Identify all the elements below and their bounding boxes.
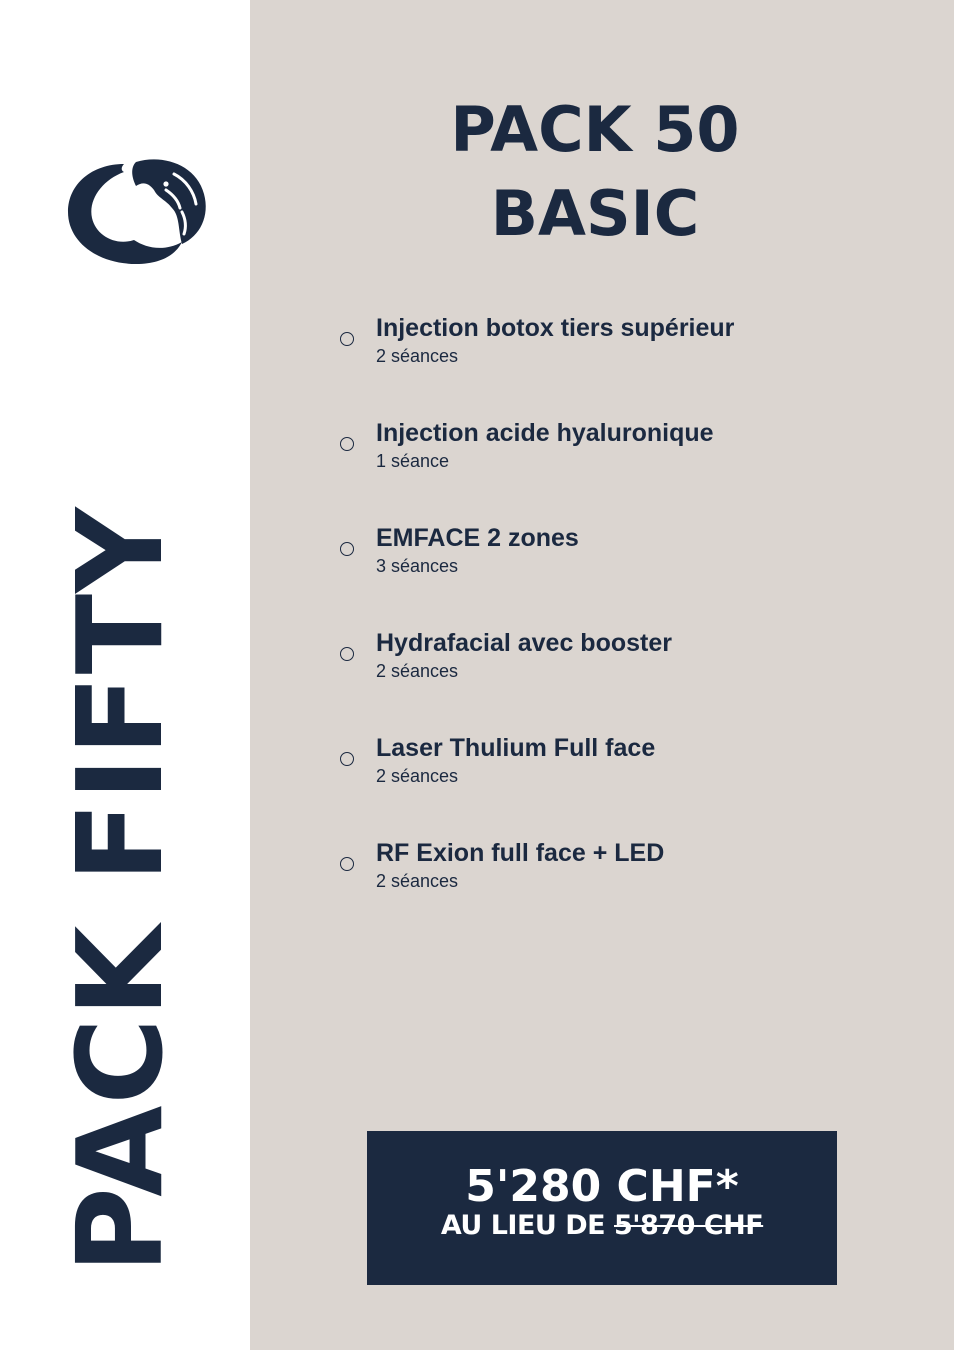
list-item <box>338 415 858 520</box>
treatment-sessions: 2 séances <box>376 766 459 786</box>
list-item <box>338 520 858 625</box>
circle-bullet-icon <box>340 752 354 766</box>
circle-bullet-icon <box>340 542 354 556</box>
circle-bullet-icon <box>340 647 354 661</box>
circle-bullet-icon <box>340 437 354 451</box>
instead-of-line <box>367 1209 837 1243</box>
page-title-line2: BASIC <box>490 177 700 250</box>
circle-bullet-icon <box>340 857 354 871</box>
instead-label: AU LIEU DE <box>440 1210 606 1241</box>
treatment-name: Hydrafacial avec booster <box>376 629 672 657</box>
main-panel <box>250 0 954 1350</box>
treatment-sessions: 3 séances <box>376 556 459 576</box>
vertical-pack-title: PACK FIFTY <box>51 506 189 1274</box>
page-title-line1: PACK 50 <box>450 93 740 166</box>
treatment-name: Laser Thulium Full face <box>376 734 656 762</box>
price-box <box>367 1131 837 1285</box>
price-value: 5'280 CHF* <box>465 1161 739 1212</box>
list-item <box>338 625 858 730</box>
page-title <box>250 88 940 256</box>
old-price: 5'870 CHF <box>614 1210 764 1241</box>
sidebar <box>0 0 250 1350</box>
lion-crescent-logo-icon <box>62 150 210 270</box>
treatment-name: Injection botox tiers supérieur <box>376 314 735 342</box>
circle-bullet-icon <box>340 332 354 346</box>
treatment-sessions: 1 séance <box>376 451 450 471</box>
treatment-list <box>338 310 858 940</box>
treatment-sessions: 2 séances <box>376 871 459 891</box>
treatment-name: EMFACE 2 zones <box>376 524 579 552</box>
treatment-sessions: 2 séances <box>376 661 459 681</box>
treatment-name: RF Exion full face + LED <box>376 839 665 867</box>
list-item <box>338 730 858 835</box>
treatment-name: Injection acide hyaluronique <box>376 419 714 447</box>
list-item <box>338 835 858 940</box>
list-item <box>338 310 858 415</box>
treatment-sessions: 2 séances <box>376 346 459 366</box>
